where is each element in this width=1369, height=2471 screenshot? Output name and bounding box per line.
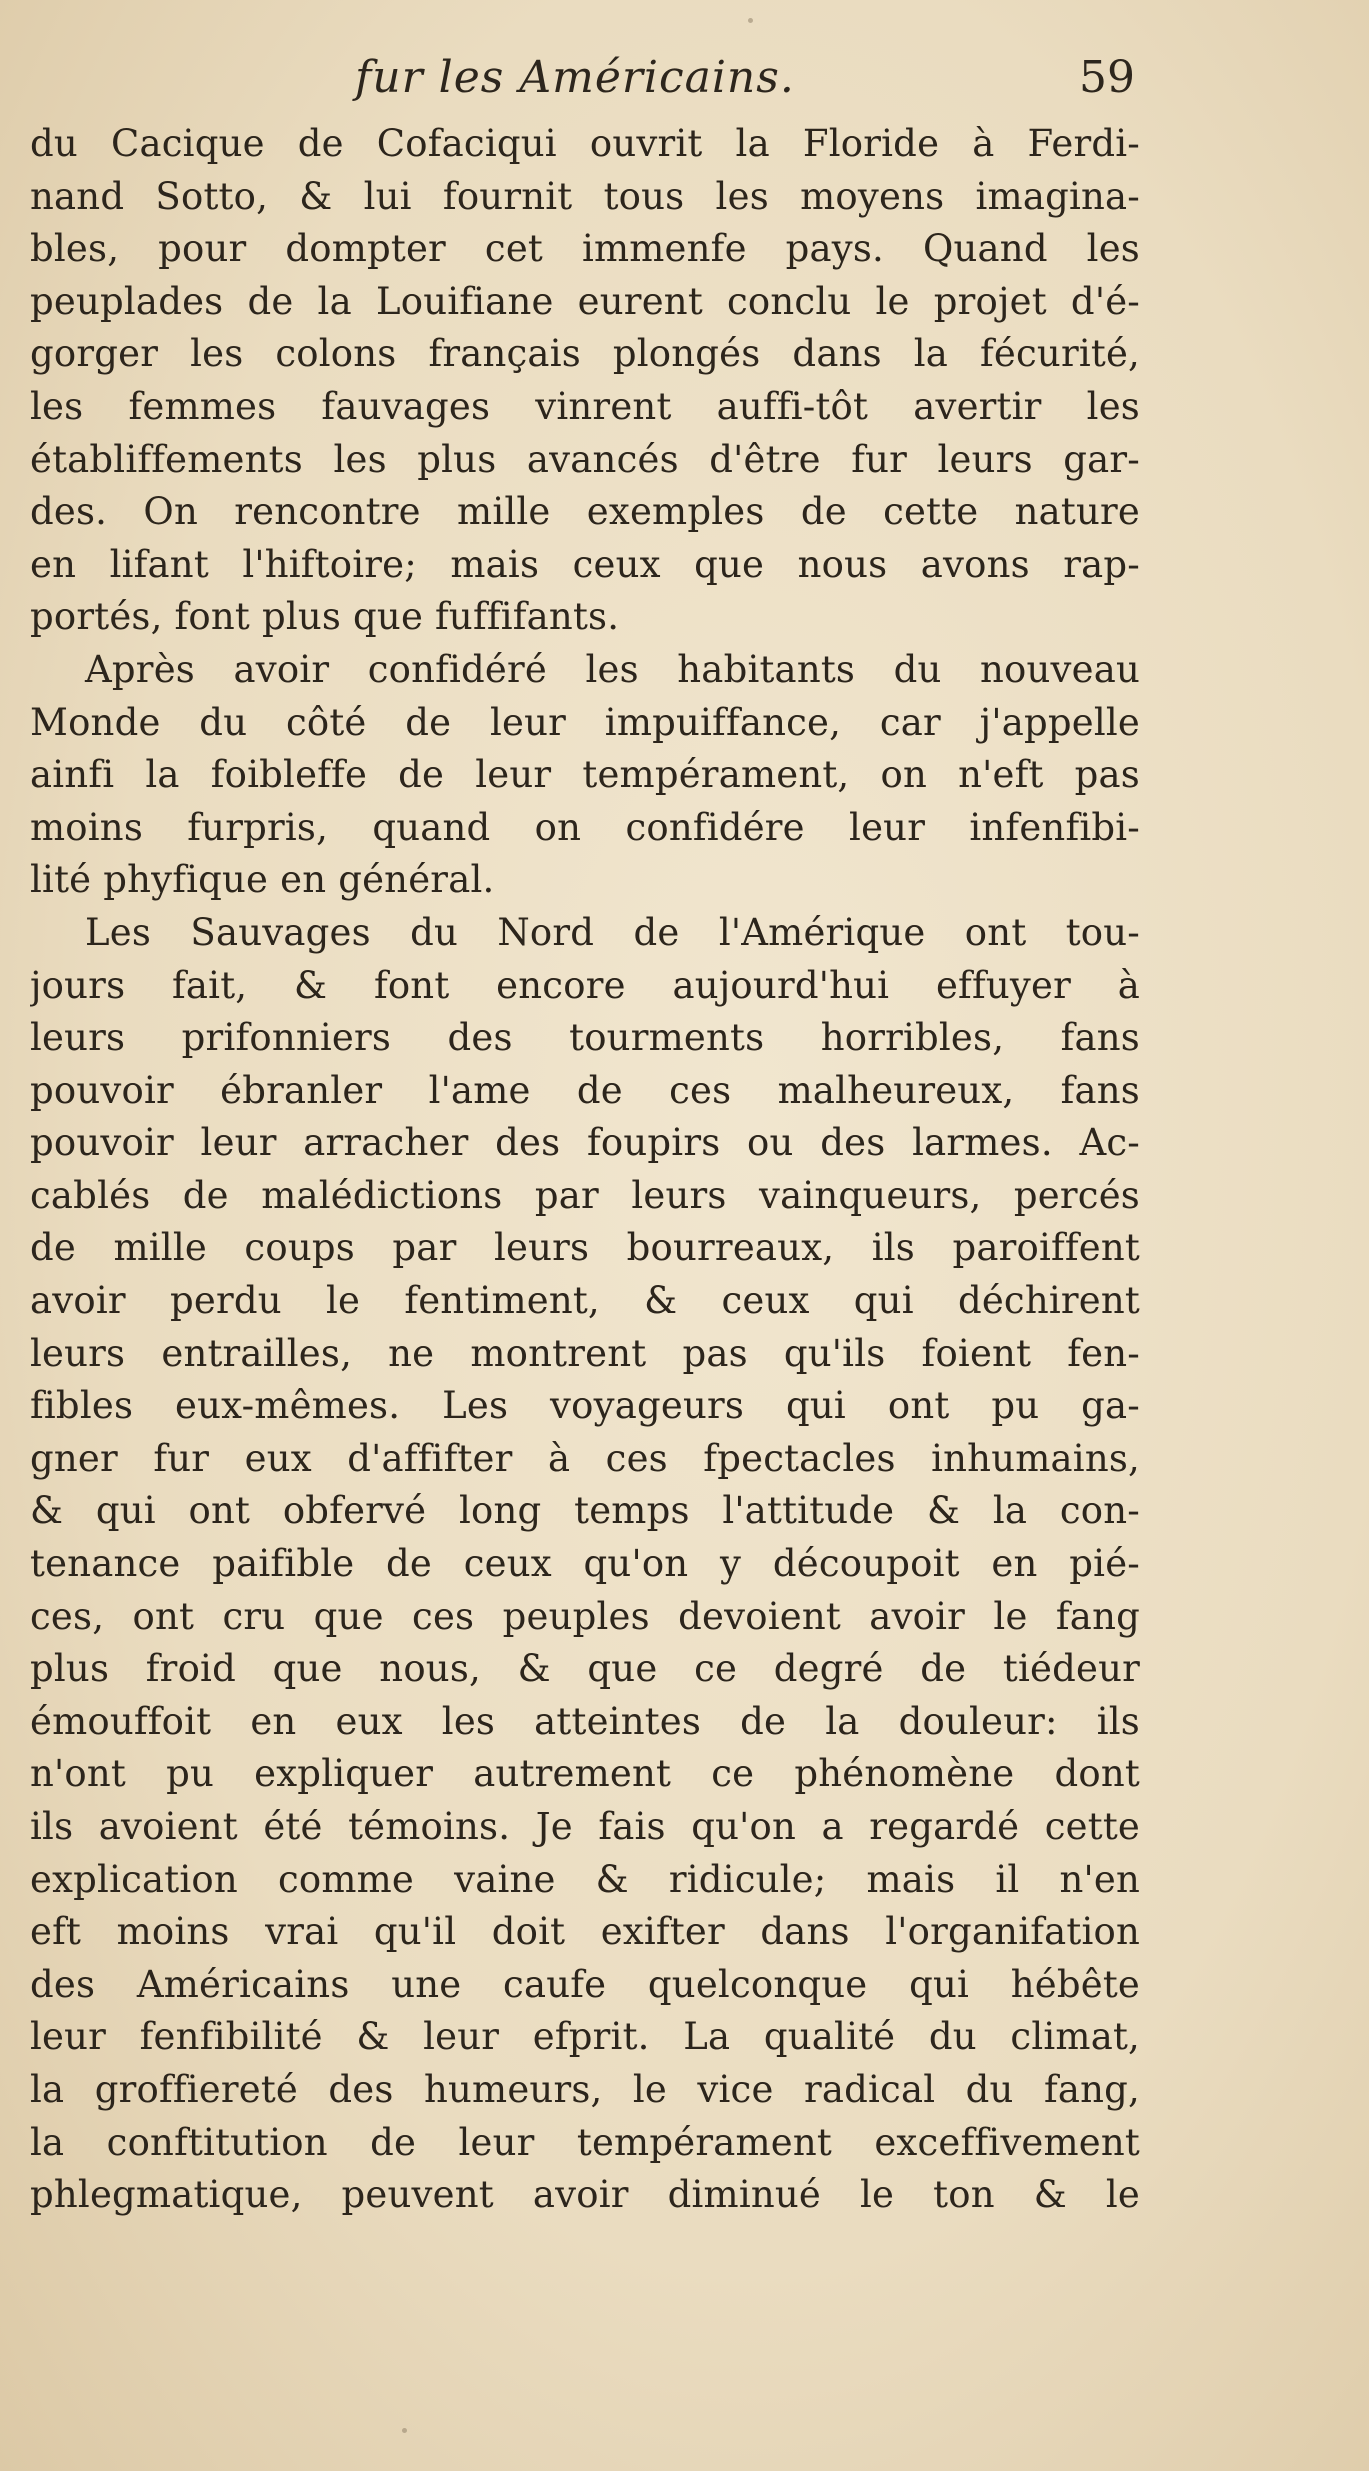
text-line: Après avoir confidéré les habitants du nouveau	[85, 647, 1140, 691]
text-line: nand Sotto, & lui fournit tous les moyens imagina-	[30, 174, 1140, 218]
text-line: lité phyfique en général.	[30, 858, 495, 902]
text-line: Les Sauvages du Nord de l'Amérique ont tou-	[85, 910, 1140, 954]
text-line: pouvoir ébranler l'ame de ces malheureux, fans	[30, 1068, 1140, 1112]
text-line: tenance paifible de ceux qu'on y découpoit en pié-	[30, 1542, 1140, 1586]
text-line: émouffoit en eux les atteintes de la douleur: ils	[30, 1699, 1140, 1743]
text-line: moins furpris, quand on confidére leur infenfibi-	[30, 805, 1140, 849]
text-line: bles, pour dompter cet immenfe pays. Quand les	[30, 227, 1140, 271]
text-line: en lifant l'hiftoire; mais ceux que nous avons rap-	[30, 542, 1140, 586]
text-line: leurs entrailles, ne montrent pas qu'ils foient fen-	[30, 1331, 1140, 1375]
text-line: leur fenfibilité & leur efprit. La qualité du climat,	[30, 2015, 1140, 2059]
text-line: fibles eux-mêmes. Les voyageurs qui ont pu ga-	[30, 1384, 1140, 1428]
text-line: leurs prifonniers des tourments horribles, fans	[30, 1016, 1140, 1060]
text-line: gner fur eux d'affifter à ces fpectacles inhumains,	[30, 1436, 1140, 1480]
text-line: avoir perdu le fentiment, & ceux qui déchirent	[30, 1279, 1140, 1323]
text-line: de mille coups par leurs bourreaux, ils paroiffent	[30, 1226, 1140, 1270]
text-line: la groffiereté des humeurs, le vice radical du fang,	[30, 2067, 1140, 2111]
text-line: la conftitution de leur tempérament exceffivement	[30, 2120, 1140, 2164]
text-line: peuplades de la Louifiane eurent conclu le projet d'é-	[30, 279, 1140, 323]
text-line: portés, font plus que fuffifants.	[30, 595, 620, 639]
text-line: phlegmatique, peuvent avoir diminué le ton & le	[30, 2173, 1140, 2217]
text-line: ces, ont cru que ces peuples devoient avoir le fang	[30, 1594, 1140, 1638]
page-header	[355, 52, 1135, 112]
text-line: cablés de malédictions par leurs vainqueurs, percés	[30, 1173, 1140, 1217]
text-line: jours fait, & font encore aujourd'hui effuyer à	[30, 963, 1140, 1007]
text-line: explication comme vaine & ridicule; mais il n'en	[30, 1857, 1140, 1901]
text-line: plus froid que nous, & que ce degré de tiédeur	[30, 1647, 1140, 1691]
body-text	[30, 118, 1140, 2222]
text-line: pouvoir leur arracher des foupirs ou des larmes. Ac-	[30, 1121, 1140, 1165]
paper-speck	[748, 18, 753, 23]
text-line: ils avoient été témoins. Je fais qu'on a regardé cette	[30, 1805, 1140, 1848]
text-line: des Américains une caufe quelconque qui hébête	[30, 1962, 1140, 2006]
text-line: des. On rencontre mille exemples de cette nature	[30, 490, 1140, 534]
text-line: & qui ont obfervé long temps l'attitude & la con-	[30, 1489, 1140, 1533]
text-line: les femmes fauvages vinrent auffi-tôt avertir les	[30, 384, 1140, 428]
paper-speck	[402, 2428, 407, 2433]
running-head: fur les Américains.	[355, 52, 795, 103]
text-line: n'ont pu expliquer autrement ce phénomène dont	[30, 1752, 1140, 1796]
text-line: Monde du côté de leur impuiffance, car j'appelle	[30, 700, 1140, 744]
text-line: gorger les colons français plongés dans la fécurité,	[30, 332, 1140, 376]
text-line: du Cacique de Cofaciqui ouvrit la Floride à Ferdi-	[30, 122, 1140, 165]
text-line: eft moins vrai qu'il doit exifter dans l'organifation	[30, 1910, 1140, 1954]
text-line: ainfi la foibleffe de leur tempérament, on n'eft pas	[30, 753, 1140, 797]
page-number: 59	[1079, 52, 1135, 103]
text-line: établiffements les plus avancés d'être fur leurs gar-	[30, 437, 1140, 481]
